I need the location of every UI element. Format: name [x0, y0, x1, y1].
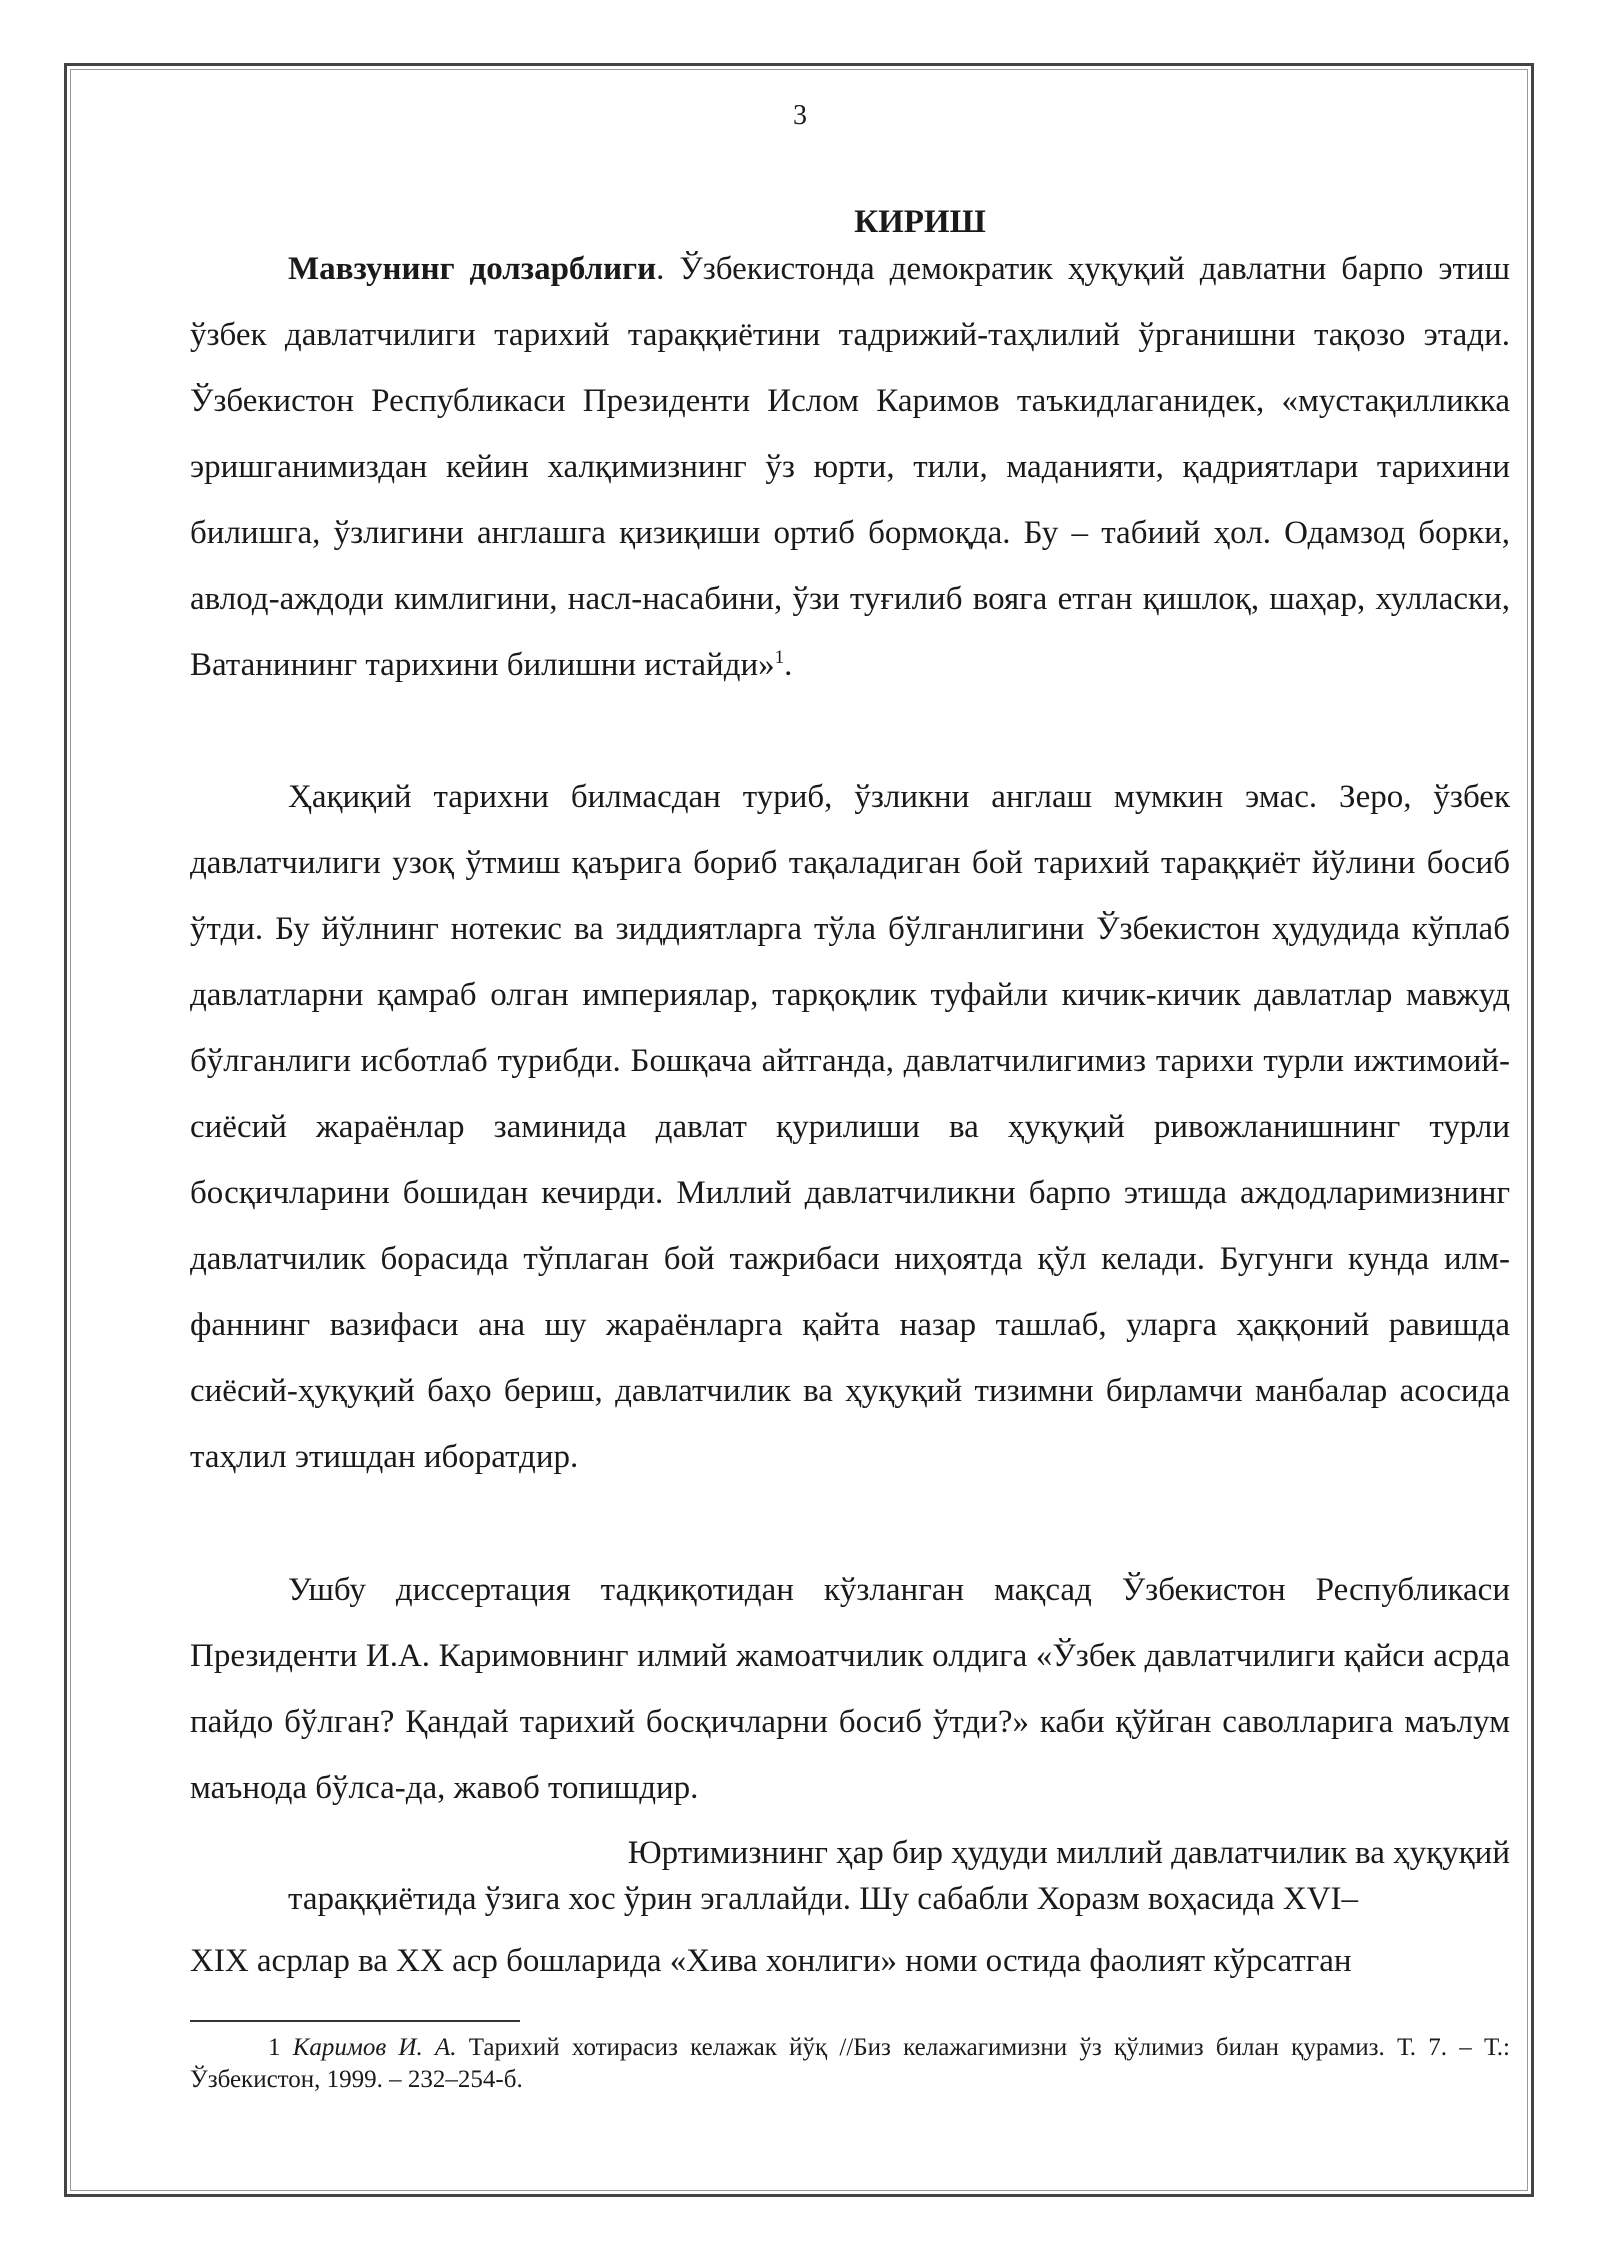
footnote-separator: [190, 2020, 520, 2022]
paragraph-text: . Ўзбекистонда демократик ҳуқуқий давлатни барпо этиш ўзбек давлатчилиги тарихий тараққиётини тадрижий-таҳлилий ўрганишни тақозо этади. Ўзбекистон Республикаси Президенти Ислом Каримов таъкидлаганидек, «мустақилликка эришганимиздан кейин халқимизнинг ўз юрти, тили, маданияти, қадриятлари тарихини билишга, ўзлигини англашга қизиқиши ортиб бормоқда. Бу – табиий ҳол. Одамзод борки, авлод-аждоди кимлигини, насл-насабини, ўзи туғилиб вояга етган қишлоқ, шаҳар, хулласки, Ватанининг тарихини билишни истайди»: [190, 251, 1510, 683]
footnote-text: Тарихий хотирасиз келажак йўқ //Биз келажагимизни ўз қўлимиз билан қурамиз. Т. 7. – Т.: Ўзбекистон, 1999. – 232–254-б.: [190, 2034, 1511, 2093]
paragraph-purpose: Ушбу диссертация тадқиқотидан кўзланган мақсад Ўзбекистон Республикаси Президенти И.А. Каримовнинг илмий жамоатчилик олдига «Ўзбек давлатчилиги қайси асрда пайдо бўлган? Қандай тарихий босқичларни босиб ўтди?» каби қўйган саволларига маълум маънода бўлса-да, жавоб топишдир.: [190, 1572, 1510, 1806]
page-number: 3: [793, 100, 807, 131]
paragraph-lead-term: Мавзунинг долзарблиги: [288, 251, 657, 287]
paragraph-history: Ҳақиқий тарихни билмасдан туриб, ўзликни англаш мумкин эмас. Зеро, ўзбек давлатчилиги узоқ ўтмиш қаърига бориб тақаладиган бой тарихий тараққиёт йўлини босиб ўтди. Бу йўлнинг нотекис ва зиддиятларга тўла бўлганлигини Ўзбекистон ҳудудида кўплаб давлатларни қамраб олган империялар, тарқоқлик туфайли кичик-кичик давлатлар мавжуд бўлганлиги исботлаб турибди. Бошқача айтганда, давлатчилигимиз тарихи турли ижтимоий-сиёсий жараёнлар заминида давлат қурилиши ва ҳуқуқий ривожланишнинг турли босқичларини бошидан кечирди. Миллий давлатчиликни барпо этишда аждодларимизнинг давлатчилик борасида тўплаган бой тажрибаси ниҳоятда қўл келади. Бугунги кунда илм-фаннинг вазифаси ана шу жараёнларга қайта назар ташлаб, уларга ҳаққоний равишда сиёсий-ҳуқуқий баҳо бериш, давлатчилик ва ҳуқуқий тизимни бирламчи манбалар асосида таҳлил этишдан иборатдир.: [190, 779, 1510, 1475]
section-heading: КИРИШ: [854, 204, 986, 240]
paragraph-line: Юртимизнинг ҳар бир ҳудуди миллий давлатчилик ва ҳуқуқий: [627, 1835, 1510, 1871]
paragraph-relevance: [190, 236, 1510, 698]
footnote-reference[interactable]: 1: [774, 647, 785, 668]
paragraph-regions: [190, 1830, 1510, 1994]
footnote: [190, 2032, 1510, 2096]
paragraph-line: XIX асрлар ва XX аср бошларида «Хива хонлиги» номи остида фаолият кўрсатган: [190, 1943, 1352, 1979]
footnote-number: 1: [268, 2034, 281, 2061]
paragraph-line: тараққиётида ўзига хос ўрин эгаллайди. Шу сабабли Хоразм воҳасида XVI–: [288, 1881, 1359, 1917]
paragraph-end: .: [784, 647, 793, 683]
footnote-author: Каримов И. А.: [292, 2034, 457, 2061]
